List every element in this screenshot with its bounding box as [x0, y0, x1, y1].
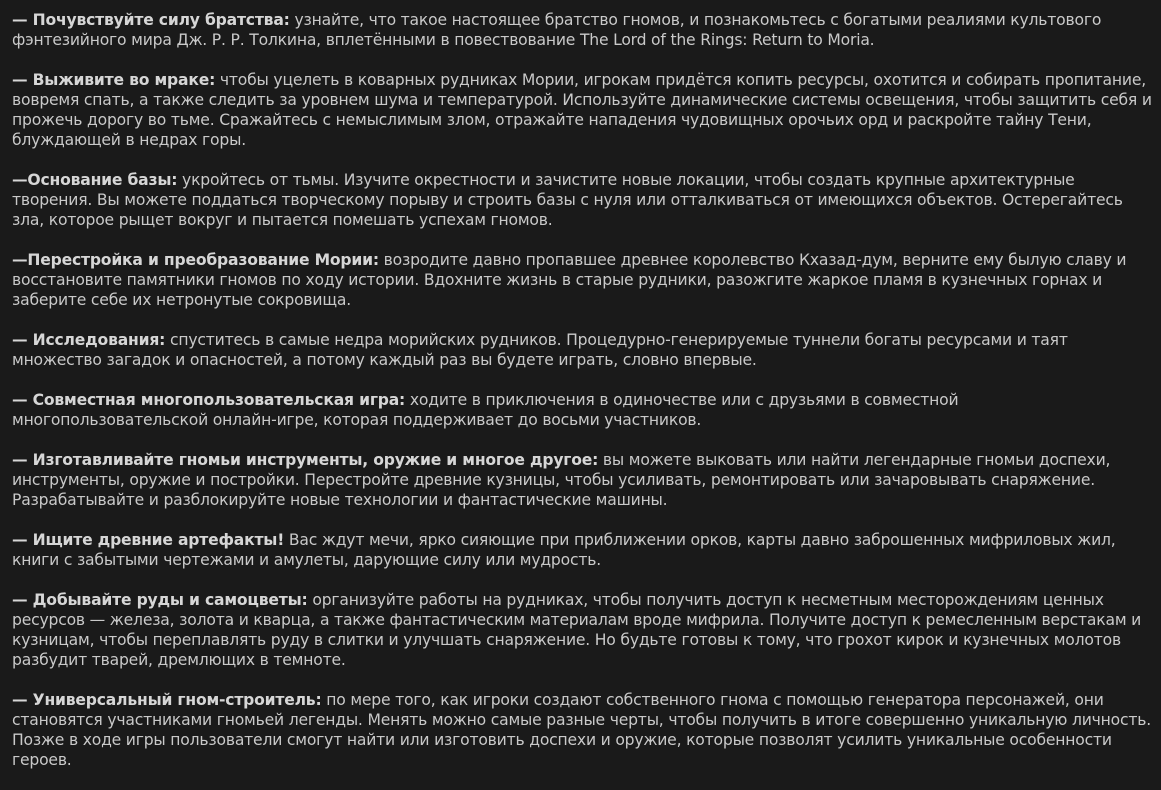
- feature-paragraph: [12, 330, 1156, 370]
- feature-text: по мере того, как игроки создают собственного гнома с помощью генератора персонажей, они становятся участниками гномьей легенды. Менять можно самые разные черты, чтобы получить в итоге совершенно уникальную личность. Позже в ходе игры пользователи смогут найти или изготовить доспехи и оружие, которые позволят усилить уникальные особенности героев.: [12, 691, 1151, 769]
- feature-paragraph: [12, 690, 1156, 770]
- feature-paragraph: [12, 590, 1156, 670]
- feature-text: чтобы уцелеть в коварных рудниках Мории, игрокам придётся копить ресурсы, охотится и собирать пропитание, вовремя спать, а также следить за уровнем шума и температурой. Используйте динамические системы освещения, чтобы защитить себя и прожечь дорогу во тьме. Сражайтесь с немыслимым злом, отражайте нападения чудовищных орочьих орд и раскройте тайну Тени, блуждающей в недрах горы.: [12, 71, 1152, 149]
- feature-title: — Ищите древние артефакты!: [12, 531, 285, 549]
- feature-title: — Исследования:: [12, 331, 166, 349]
- feature-paragraph: [12, 250, 1156, 310]
- feature-text: организуйте работы на рудниках, чтобы получить доступ к несметным месторождениям ценных ресурсов — железа, золота и кварца, а также фантастическим материалам вроде мифрила. Получите доступ к ремесленным верстакам и кузницам, чтобы переплавлять руду в слитки и улучшать снаряжение. Но будьте готовы к тому, что грохот кирок и кузнечных молотов разбудит тварей, дремлющих в темноте.: [12, 591, 1142, 669]
- feature-title: —Перестройка и преобразование Мории:: [12, 251, 379, 269]
- feature-text: спуститесь в самые недра морийских рудников. Процедурно-генерируемые туннели богаты ресурсами и таят множество загадок и опасностей, а потому каждый раз вы будете играть, словно впервые.: [12, 331, 1068, 369]
- feature-title: — Совместная многопользовательская игра:: [12, 391, 406, 409]
- feature-title: — Выживите во мраке:: [12, 71, 216, 89]
- feature-text: ходите в приключения в одиночестве или с друзьями в совместной многопользовательской онлайн-игре, которая поддерживает до восьми участников.: [12, 391, 959, 429]
- feature-text: вы можете выковать или найти легендарные гномьи доспехи, инструменты, оружие и постройки. Перестройте древние кузницы, чтобы усиливать, ремонтировать или зачаровывать снаряжение. Разрабатывайте и разблокируйте новые технологии и фантастические машины.: [12, 451, 1111, 509]
- feature-paragraph: [12, 170, 1156, 230]
- feature-title: — Добывайте руды и самоцветы:: [12, 591, 308, 609]
- feature-text: Вас ждут мечи, ярко сияющие при приближении орков, карты давно заброшенных мифриловых жил, книги с забытыми чертежами и амулеты, дарующие силу или мудрость.: [12, 531, 1116, 569]
- feature-text: узнайте, что такое настоящее братство гномов, и познакомьтесь с богатыми реалиями культового фэнтезийного мира Дж. Р. Р. Толкина, вплетёнными в повествование The Lord of the Rings: Return to Moria.: [12, 11, 1102, 49]
- feature-paragraph: [12, 70, 1156, 150]
- feature-title: — Изготавливайте гномьи инструменты, оружие и многое другое:: [12, 451, 599, 469]
- feature-title: — Универсальный гном-строитель:: [12, 691, 322, 709]
- feature-paragraph: [12, 450, 1156, 510]
- game-description: [12, 10, 1156, 790]
- feature-paragraph: [12, 10, 1156, 50]
- feature-paragraph: [12, 530, 1156, 570]
- feature-text: укройтесь от тьмы. Изучите окрестности и зачистите новые локации, чтобы создать крупные архитектурные творения. Вы можете поддаться творческому порыву и строить базы с нуля или отталкиваться от имеющихся объектов. Остерегайтесь зла, которое рыщет вокруг и пытается помешать успехам гномов.: [12, 171, 1123, 229]
- feature-title: —Основание базы:: [12, 171, 178, 189]
- feature-paragraph: [12, 390, 1156, 430]
- feature-text: возродите давно пропавшее древнее королевство Кхазад-дум, верните ему былую славу и восстановите памятники гномов по ходу истории. Вдохните жизнь в старые рудники, разожгите жаркое пламя в кузнечных горнах и заберите себе их нетронутые сокровища.: [12, 251, 1127, 309]
- feature-title: — Почувствуйте силу братства:: [12, 11, 290, 29]
